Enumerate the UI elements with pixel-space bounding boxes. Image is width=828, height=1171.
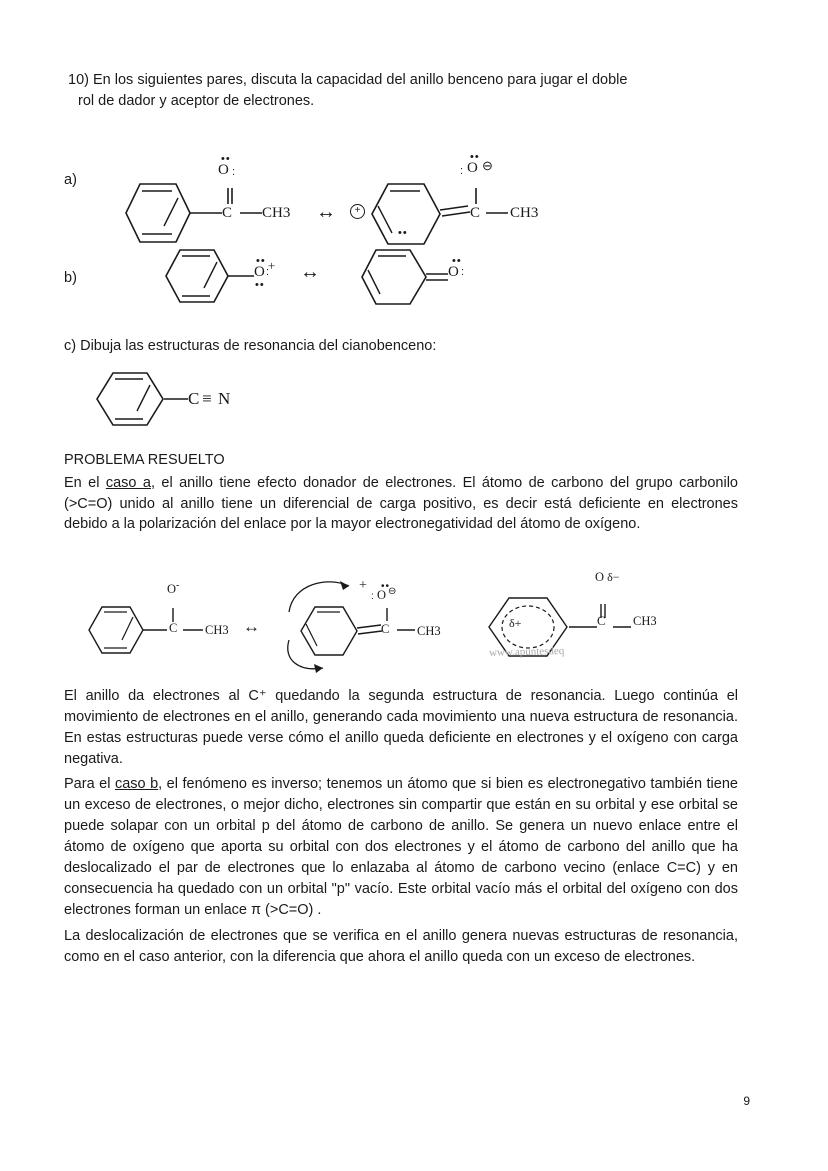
atom-o-d-middle: O [377, 588, 387, 602]
lone-pair-a-right-ring: •• [398, 227, 408, 239]
page-number: 9 [743, 1094, 750, 1108]
benzene-ring-b-left [160, 246, 232, 306]
atom-c-cyano: C [188, 389, 200, 408]
ring-positive-charge-a: + [350, 204, 365, 219]
atom-c-d-left: C [169, 621, 178, 635]
question-10-line2: rol de dador y aceptor de electrones. [78, 93, 315, 110]
atom-ch3-d-middle: CH3 [417, 624, 441, 638]
scheme-d-right-bonds [567, 594, 677, 660]
atom-c-a-left: C [222, 205, 233, 221]
atom-n-cyano: N [218, 389, 231, 408]
atom-o-b-left: O [254, 264, 265, 280]
resonance-arrow-d: ↔ [243, 617, 260, 636]
atom-o-a-right: O [467, 160, 478, 176]
benzene-ring-b-right [356, 246, 430, 308]
lone-pair-b-left-side: : [266, 266, 271, 278]
watermark-text: www.apuntesdeq [488, 645, 565, 659]
triple-bond-cyano: ≡ [202, 389, 212, 408]
atom-ch3-d-left: CH3 [205, 623, 229, 637]
lone-pair-b-right-side: : [461, 266, 466, 278]
plus-charge-d-middle: + [359, 578, 367, 593]
atom-c-a-right: C [470, 205, 481, 221]
label-a: a) [64, 172, 77, 188]
question-10-part-c: c) Dibuja las estructuras de resonancia del cianobenceno: [64, 338, 437, 354]
atom-c-d-right: C [597, 614, 606, 628]
resonance-arrow-a: ↔ [316, 201, 336, 223]
o-negative-charge-a: ⊖ [482, 158, 493, 173]
lone-pair-b-left-bottom: •• [255, 279, 265, 291]
question-10-line1: 10) En los siguientes pares, discuta la capacidad del anillo benceno para jugar el doble [68, 72, 628, 88]
underline-caso-b: caso b [114, 776, 159, 792]
atom-o-b-right: O [448, 264, 459, 280]
atom-ch3-d-right: CH3 [633, 614, 657, 628]
resonance-arrow-b: ↔ [300, 261, 320, 283]
atom-o-a-left: O [218, 162, 229, 178]
lone-pair-a-right-top: •• [470, 151, 480, 163]
benzene-ring-a-left [120, 178, 192, 248]
benzene-ring-d-left [85, 604, 147, 656]
scheme-a-right-bonds [436, 178, 566, 248]
atom-o-d-right: O δ− [595, 570, 620, 584]
problem-body: En el caso a, el anillo tiene efecto donador de electrones. El átomo de carbono del grupo carbonilo (>C=O) unido al anillo tiene un diferencial de carga positivo, es decir está deficiente en electrones debido a la polarización del enlace por la mayor electronegatividad del átomo de oxígeno. [64, 475, 738, 533]
paragraph-2-post: , el fenómeno es inverso; tenemos un átomo que si bien es electronegativo también tiene un exceso de electrones, o mejor dicho, electrones sin compartir que están en su orbital y ese orbital se puede solapar con un orbital p del átomo de carbono de anillo. Se genera un nuevo enlace entre el átomo de oxígeno que aporta su orbital con dos electrones y el átomo de carbono del anillo que ha deslocalizado el par de electrones que lo enlazaba al átomo de carbono vecino (enlace C=C) y en consecuencia ha quedado con un orbital "p" vacío. Este orbital vacío más el orbital del oxígeno con dos electrones forman un enlace π (>C=O) . [64, 776, 738, 919]
problem-heading: PROBLEMA RESUELTO [64, 452, 225, 468]
lone-pair-b-right-top: •• [452, 255, 462, 267]
label-b: b) [64, 270, 77, 286]
lone-pair-a-left-top: •• [221, 153, 231, 165]
atom-ch3-a-right: CH3 [510, 205, 539, 221]
lone-pair-a-right-left: : [460, 165, 465, 177]
delta-plus-label: δ+ [509, 616, 522, 630]
lone-pair-b-left-top: •• [256, 255, 266, 267]
atom-o-d-left: O- [167, 580, 180, 597]
question-10-text [68, 70, 733, 112]
paragraph-2 [64, 774, 738, 921]
scheme-a [110, 140, 580, 240]
paragraph-2-pre: Para el [64, 776, 115, 792]
benzene-ring-c [92, 370, 168, 428]
scheme-d-middle-bonds [353, 604, 463, 658]
paragraph-3: La deslocalización de electrones que se verifica en el anillo genera nuevas estructuras de resonancia, como en el caso anterior, con la diferencia que ahora el anillo queda con un exceso de electrones. [64, 928, 738, 966]
scheme-b [160, 240, 510, 310]
scheme-d [85, 568, 665, 673]
lone-pair-d-middle-left: : [371, 591, 375, 602]
benzene-ring-d-middle [297, 604, 361, 658]
o-positive-charge-b: + [268, 258, 276, 273]
atom-c-d-middle: C [381, 622, 390, 636]
lone-pair-a-left-side: : [232, 166, 237, 178]
lone-pair-d-middle: •• [381, 581, 391, 592]
atom-ch3-a-left: CH3 [262, 205, 291, 221]
o-negative-charge-d: ⊖ [388, 586, 397, 597]
paragraph-1: El anillo da electrones al C⁺ quedando la segunda estructura de resonancia. Luego continúa el movimiento de electrones en el anillo, generando cada movimiento una nueva estructura de resonancia. En estas estructuras puede verse cómo el anillo queda deficiente en electrones y el oxígeno con carga negativa. [64, 688, 738, 768]
scheme-c [92, 370, 322, 430]
underline-caso-a: caso a [105, 475, 151, 491]
